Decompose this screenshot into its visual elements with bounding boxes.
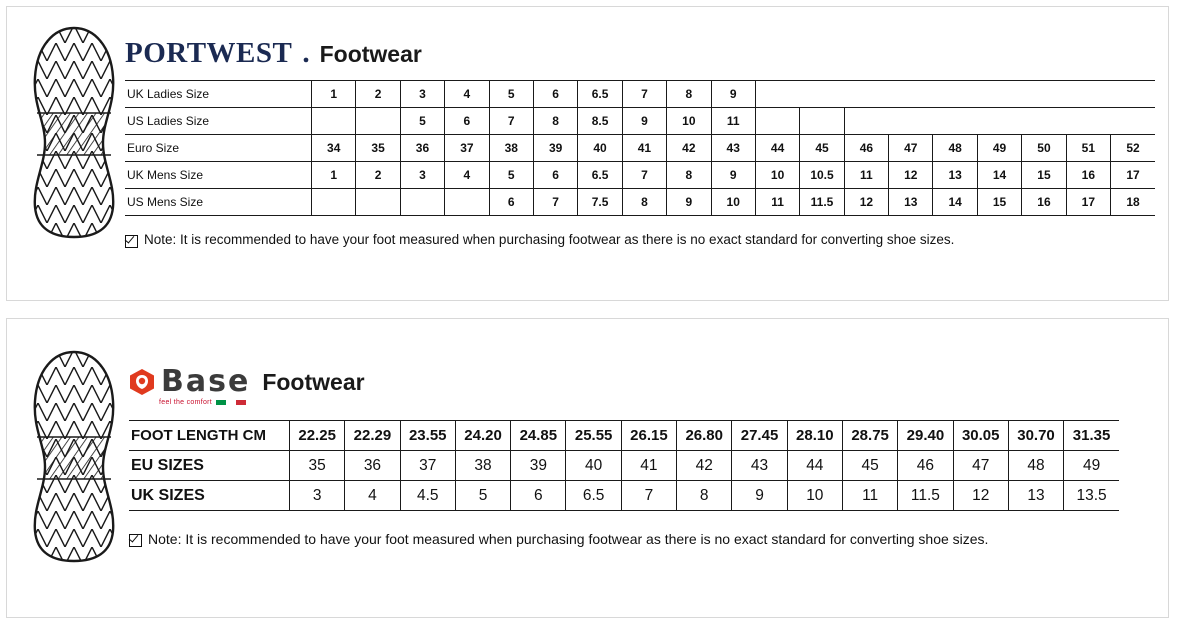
cell: 8 [667,162,711,189]
cell: 52 [1111,135,1155,162]
cell: 11 [842,481,897,511]
cell: 7 [621,481,676,511]
portwest-panel [6,6,1169,301]
cell: 22.29 [345,421,400,451]
base-brand-header [129,364,1144,406]
cell: 43 [711,135,755,162]
cell [400,189,444,216]
cell: 4.5 [400,481,455,511]
cell: 49 [977,135,1021,162]
cell: 4 [345,481,400,511]
note-text: Note: It is recommended to have your foot measured when purchasing footwear as there is no exact standard for converting shoe sizes. [148,531,989,547]
cell: 10 [755,162,799,189]
cell: 35 [356,135,400,162]
cell: 6 [445,108,489,135]
row-label: US Mens Size [125,189,312,216]
cell: 8 [533,108,577,135]
cell: 11.5 [800,189,844,216]
cell: 46 [844,135,888,162]
cell: 15 [1022,162,1066,189]
cell: 24.85 [511,421,566,451]
cell: 5 [489,81,533,108]
checkbox-checked-icon [129,534,142,547]
cell [844,108,888,135]
cell [1066,81,1110,108]
base-wordmark: Base [161,364,251,399]
base-logo [129,364,251,406]
cell: 14 [933,189,977,216]
cell: 51 [1066,135,1110,162]
row-label: US Ladies Size [125,108,312,135]
cell: 42 [667,135,711,162]
cell: 3 [290,481,345,511]
cell: 9 [667,189,711,216]
cell: 45 [800,135,844,162]
cell [445,189,489,216]
cell: 7.5 [578,189,622,216]
cell: 11 [844,162,888,189]
cell: 30.70 [1008,421,1063,451]
cell: 6 [489,189,533,216]
cell: 39 [511,451,566,481]
cell: 11.5 [898,481,953,511]
cell: 40 [578,135,622,162]
cell: 45 [842,451,897,481]
cell: 40 [566,451,621,481]
cell: 15 [977,189,1021,216]
cell: 9 [711,81,755,108]
cell: 13 [1008,481,1063,511]
base-size-table [129,420,1119,511]
cell [933,81,977,108]
cell: 36 [400,135,444,162]
cell [800,108,844,135]
table-row [125,108,1155,135]
cell: 41 [622,135,666,162]
cell: 13.5 [1064,481,1119,511]
cell: 46 [898,451,953,481]
cell: 14 [977,162,1021,189]
cell: 9 [622,108,666,135]
cell [889,81,933,108]
cell [1111,81,1155,108]
base-panel [6,318,1169,618]
row-label: UK Mens Size [125,162,312,189]
cell: 31.35 [1064,421,1119,451]
cell: 5 [400,108,444,135]
cell [1066,108,1110,135]
portwest-content [125,37,1144,248]
cell: 29.40 [898,421,953,451]
base-content [129,364,1144,547]
cell [755,81,799,108]
cell [1111,108,1155,135]
cell: 11 [711,108,755,135]
table-row [125,189,1155,216]
italy-flag-icon [216,400,246,405]
note-text: Note: It is recommended to have your foot measured when purchasing footwear as there is no exact standard for converting shoe sizes. [144,232,955,247]
cell: 6 [511,481,566,511]
cell [844,81,888,108]
cell: 37 [400,451,455,481]
cell: 34 [312,135,356,162]
cell: 12 [953,481,1008,511]
cell: 8.5 [578,108,622,135]
cell [312,189,356,216]
cell: 42 [677,451,732,481]
cell: 44 [787,451,842,481]
cell: 10 [667,108,711,135]
shoe-sole-illustration [29,25,119,240]
portwest-wordmark-dot: . [302,37,310,69]
cell: 9 [732,481,787,511]
shoe-sole-illustration [29,349,119,564]
base-category-label: Footwear [262,369,365,395]
cell: 7 [533,189,577,216]
cell: 4 [445,81,489,108]
table-row [129,481,1119,511]
portwest-size-table [125,80,1155,216]
cell: 35 [290,451,345,481]
cell: 2 [356,81,400,108]
cell: 8 [667,81,711,108]
row-label: EU SIZES [129,451,290,481]
cell: 49 [1064,451,1119,481]
table-row [125,81,1155,108]
portwest-note [125,232,1144,248]
row-label: Euro Size [125,135,312,162]
cell [1022,81,1066,108]
cell: 24.20 [455,421,510,451]
cell: 13 [933,162,977,189]
row-label: UK Ladies Size [125,81,312,108]
cell: 9 [711,162,755,189]
cell: 18 [1111,189,1155,216]
cell [312,108,356,135]
cell: 17 [1111,162,1155,189]
cell: 22.25 [290,421,345,451]
cell: 27.45 [732,421,787,451]
portwest-wordmark: PORTWEST [125,37,293,69]
cell: 28.75 [842,421,897,451]
cell: 6 [533,81,577,108]
cell: 50 [1022,135,1066,162]
cell: 7 [622,81,666,108]
cell: 38 [489,135,533,162]
row-label: UK SIZES [129,481,290,511]
table-row [125,162,1155,189]
cell: 43 [732,451,787,481]
cell: 26.80 [677,421,732,451]
table-row [129,421,1119,451]
cell: 36 [345,451,400,481]
cell: 2 [356,162,400,189]
cell: 23.55 [400,421,455,451]
cell: 47 [889,135,933,162]
cell [977,81,1021,108]
base-tagline: feel the comfort [159,399,213,406]
checkbox-checked-icon [125,235,138,248]
cell: 8 [622,189,666,216]
cell: 17 [1066,189,1110,216]
cell: 6.5 [578,81,622,108]
cell: 7 [489,108,533,135]
cell [889,108,933,135]
cell: 48 [1008,451,1063,481]
cell: 5 [455,481,510,511]
cell: 11 [755,189,799,216]
portwest-brand-header [125,37,1144,70]
cell: 47 [953,451,1008,481]
cell: 3 [400,162,444,189]
cell: 13 [889,189,933,216]
cell: 1 [312,81,356,108]
cell: 44 [755,135,799,162]
cell: 6.5 [578,162,622,189]
row-label: FOOT LENGTH CM [129,421,290,451]
cell: 25.55 [566,421,621,451]
cell [1022,108,1066,135]
cell: 3 [400,81,444,108]
cell: 16 [1066,162,1110,189]
cell: 6.5 [566,481,621,511]
cell: 1 [312,162,356,189]
cell: 41 [621,451,676,481]
cell: 37 [445,135,489,162]
cell [933,108,977,135]
cell: 10 [787,481,842,511]
base-hexagon-icon [129,368,155,396]
cell: 38 [455,451,510,481]
cell: 16 [1022,189,1066,216]
cell: 12 [844,189,888,216]
cell: 4 [445,162,489,189]
cell: 28.10 [787,421,842,451]
cell: 26.15 [621,421,676,451]
cell: 8 [677,481,732,511]
cell: 10.5 [800,162,844,189]
cell: 10 [711,189,755,216]
base-tagline-row [159,399,246,406]
table-row [129,451,1119,481]
base-note [129,531,1144,547]
cell: 6 [533,162,577,189]
cell [356,189,400,216]
cell: 5 [489,162,533,189]
cell: 7 [622,162,666,189]
table-row [125,135,1155,162]
cell: 12 [889,162,933,189]
cell [800,81,844,108]
cell: 39 [533,135,577,162]
cell [755,108,799,135]
cell [356,108,400,135]
cell: 48 [933,135,977,162]
cell: 30.05 [953,421,1008,451]
cell [977,108,1021,135]
portwest-category-label: Footwear [319,41,422,67]
